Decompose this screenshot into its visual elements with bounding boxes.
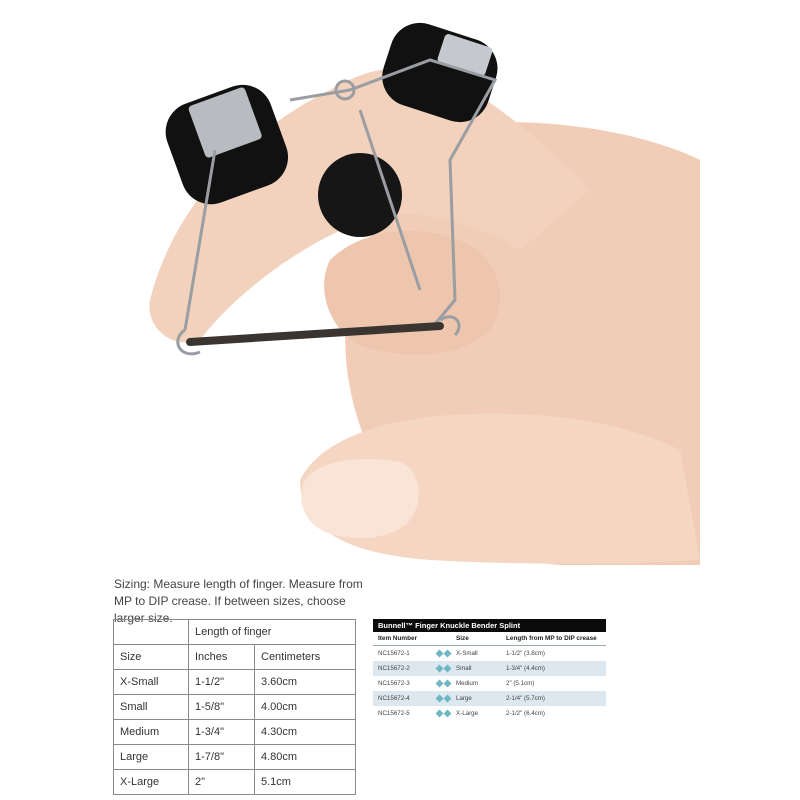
diamond-icon	[436, 650, 444, 658]
diamond-icon	[444, 665, 452, 673]
centimeters-cell: 3.60cm	[255, 670, 356, 695]
item-number-header: Item Number	[378, 635, 418, 642]
table-row	[114, 670, 356, 695]
item-number-cell: NC15672-2	[378, 665, 410, 672]
item-number-cell: NC15672-1	[378, 650, 410, 657]
inches-header: Inches	[189, 645, 255, 670]
table-row	[114, 745, 356, 770]
centimeters-cell: 4.80cm	[255, 745, 356, 770]
catalog-row	[373, 676, 606, 691]
centimeters-cell: 4.30cm	[255, 720, 356, 745]
inches-cell: 1-3/4"	[189, 720, 255, 745]
diamond-icon	[444, 650, 452, 658]
size-table-header-row	[114, 645, 356, 670]
size-table-top-header-row	[114, 620, 356, 645]
diamond-icon	[436, 695, 444, 703]
diamond-icon	[444, 680, 452, 688]
catalog-size-cell: X-Large	[456, 710, 479, 717]
length-cell: 1-3/4" (4.4cm)	[506, 665, 545, 672]
length-cell: 2-1/4" (5.7cm)	[506, 695, 545, 702]
centimeters-header: Centimeters	[255, 645, 356, 670]
size-header: Size	[114, 645, 189, 670]
empty-cell	[114, 620, 189, 645]
catalog-size-header: Size	[456, 635, 469, 642]
catalog-title: Bunnell™ Finger Knuckle Bender Splint	[373, 619, 606, 632]
size-cell: Medium	[114, 720, 189, 745]
table-row	[114, 695, 356, 720]
catalog-row	[373, 661, 606, 676]
table-row	[114, 720, 356, 745]
inches-cell: 1-7/8"	[189, 745, 255, 770]
diamond-icon	[436, 710, 444, 718]
catalog-table	[373, 619, 606, 721]
catalog-row	[373, 691, 606, 706]
catalog-row	[373, 706, 606, 721]
centimeters-cell: 5.1cm	[255, 770, 356, 795]
size-cell: Large	[114, 745, 189, 770]
length-of-finger-header: Length of finger	[189, 620, 356, 645]
item-number-cell: NC15672-4	[378, 695, 410, 702]
catalog-size-cell: Small	[456, 665, 472, 672]
inches-cell: 1-1/2"	[189, 670, 255, 695]
catalog-size-cell: Large	[456, 695, 472, 702]
item-number-cell: NC15672-5	[378, 710, 410, 717]
diamond-icon	[444, 710, 452, 718]
catalog-header-row	[373, 632, 606, 646]
diamond-icon	[436, 665, 444, 673]
size-table	[113, 619, 356, 795]
diamond-icon	[444, 695, 452, 703]
inches-cell: 2"	[189, 770, 255, 795]
length-header: Length from MP to DIP crease	[506, 635, 597, 642]
catalog-row	[373, 646, 606, 661]
length-cell: 1-1/2" (3.8cm)	[506, 650, 545, 657]
centimeters-cell: 4.00cm	[255, 695, 356, 720]
diamond-icon	[436, 680, 444, 688]
inches-cell: 1-5/8"	[189, 695, 255, 720]
table-row	[114, 770, 356, 795]
size-cell: Small	[114, 695, 189, 720]
size-cell: X-Large	[114, 770, 189, 795]
length-cell: 2" (5.1cm)	[506, 680, 535, 687]
length-cell: 2-1/2" (6.4cm)	[506, 710, 545, 717]
catalog-size-cell: Medium	[456, 680, 479, 687]
item-number-cell: NC15672-3	[378, 680, 410, 687]
size-cell: X-Small	[114, 670, 189, 695]
catalog-size-cell: X-Small	[456, 650, 478, 657]
sizing-note: Sizing: Measure length of finger. Measure from MP to DIP crease. If between sizes, choose larger size.	[114, 577, 363, 625]
